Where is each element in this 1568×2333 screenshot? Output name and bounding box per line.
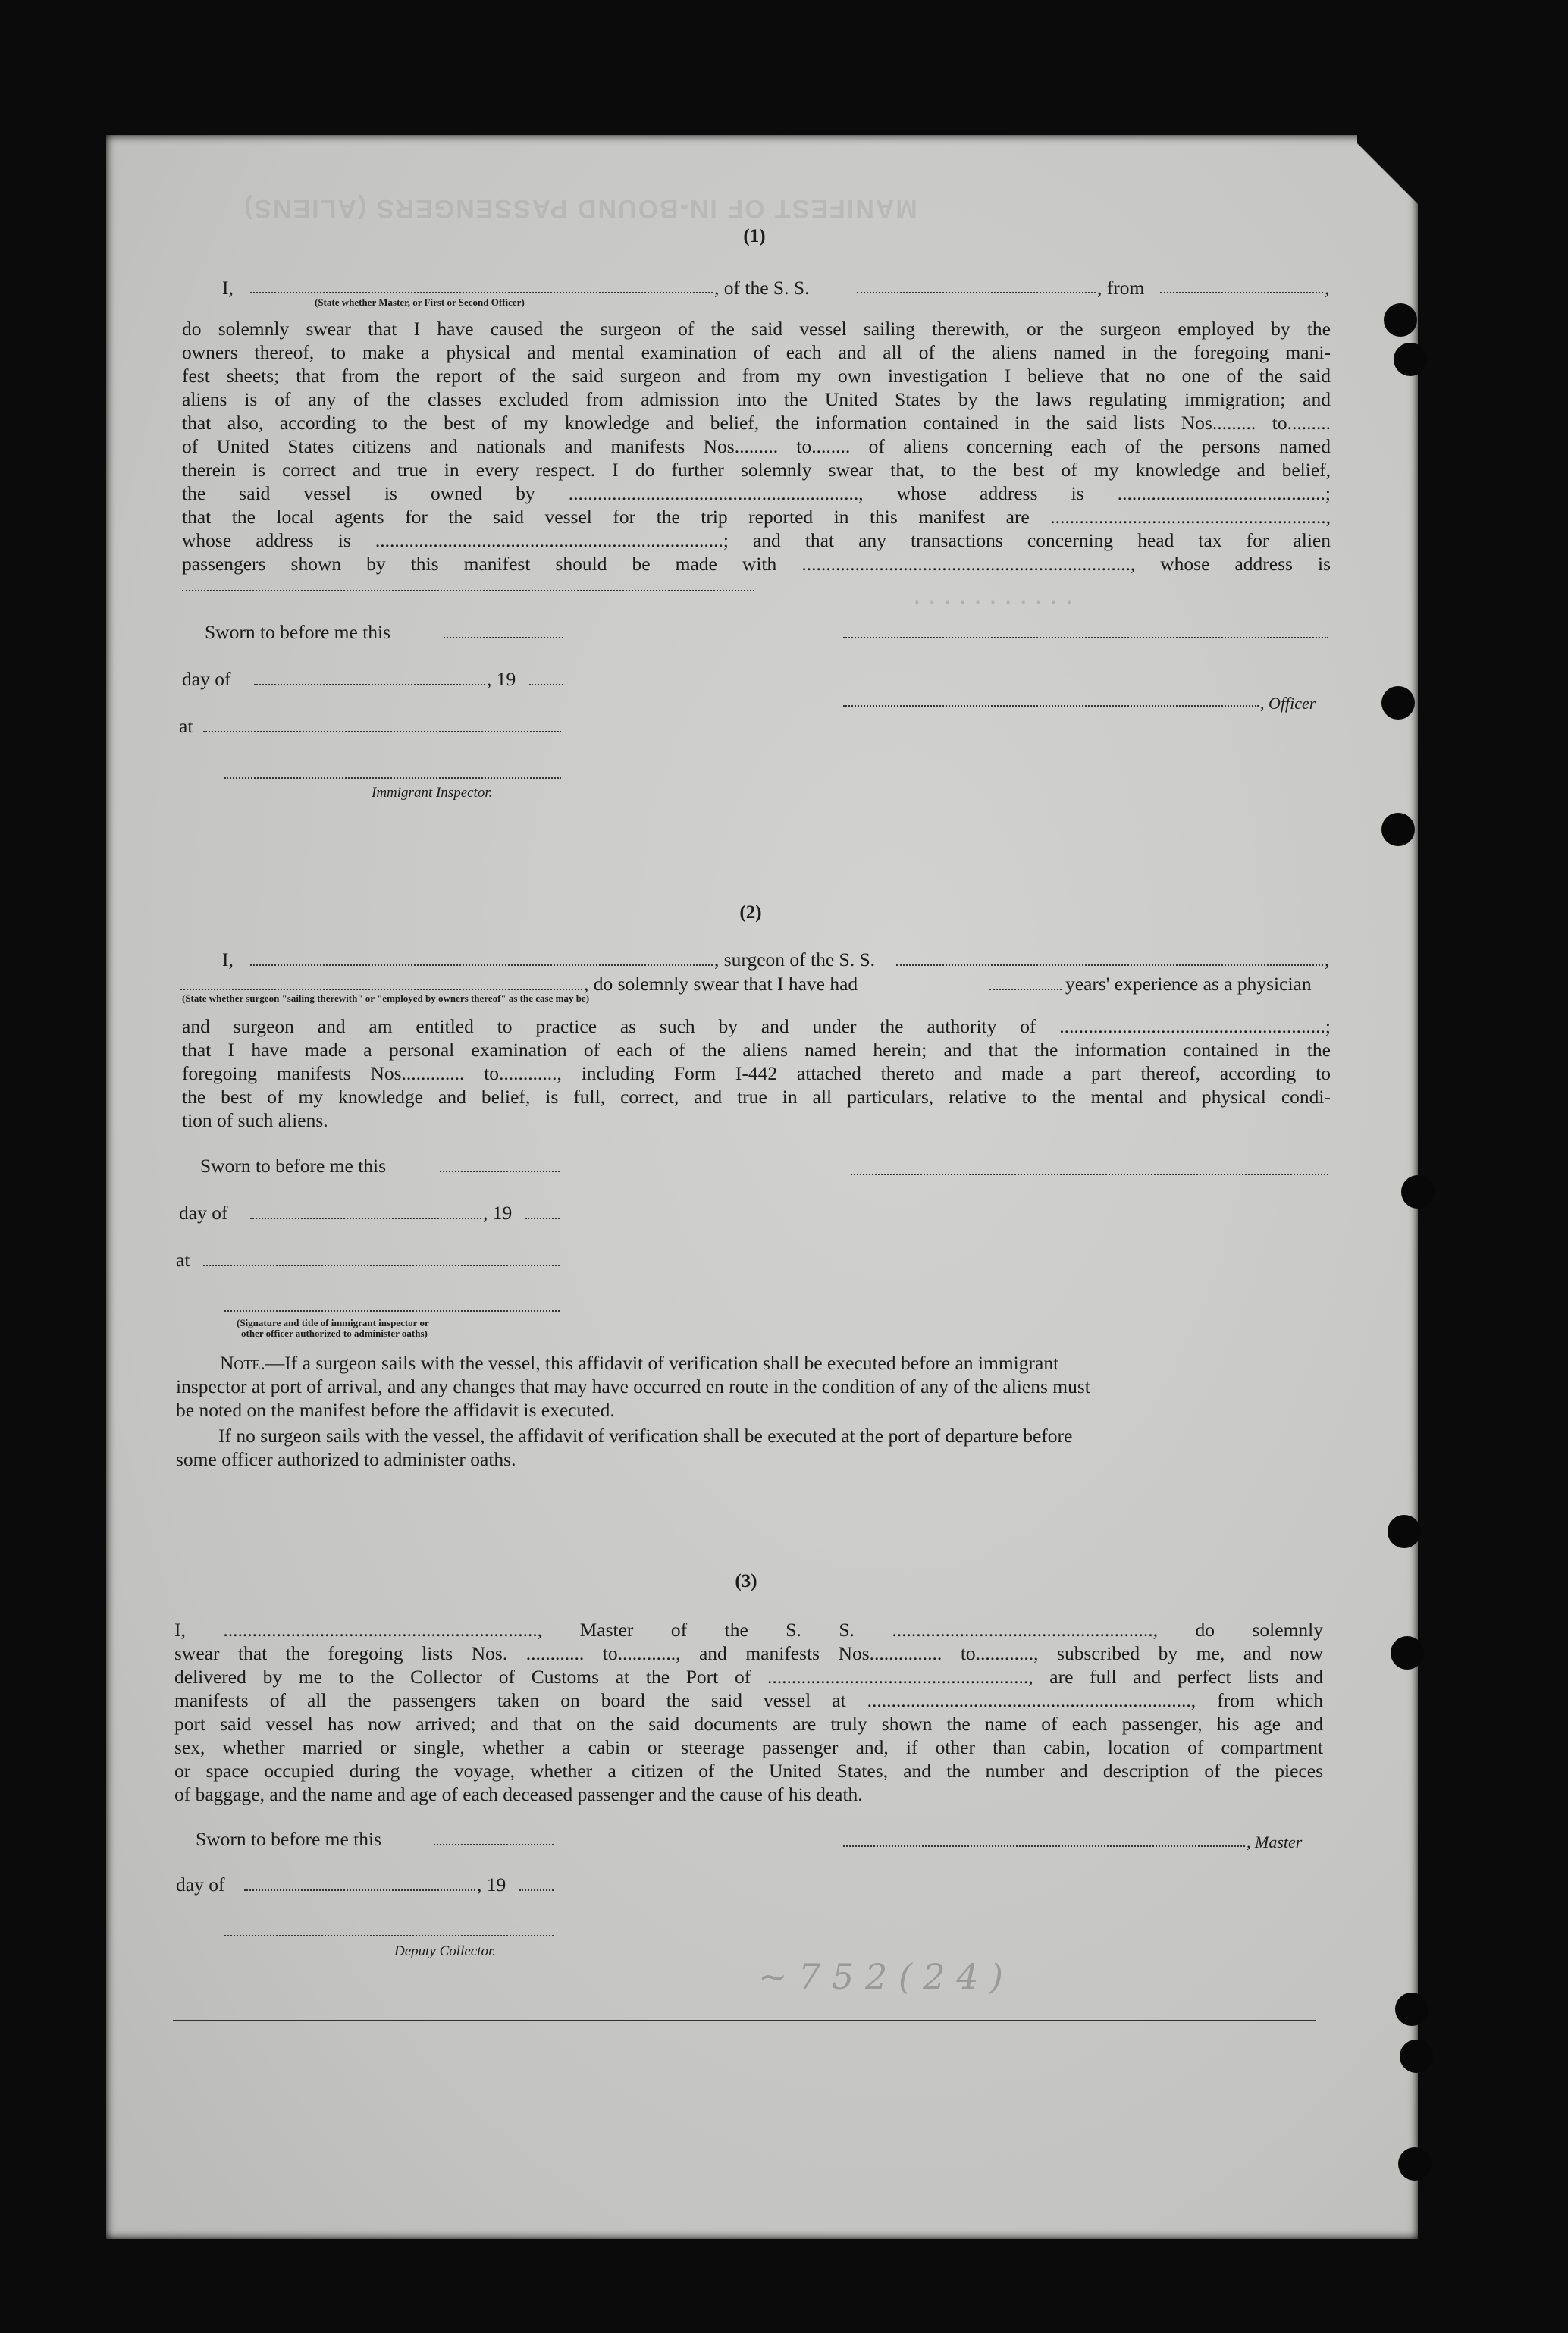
s1-line1-end: , [1325, 277, 1330, 299]
s1-inspector-label: Immigrant Inspector. [372, 785, 493, 801]
s2-body-line: and surgeon and am entitled to practice as such by and under the authority of .......................................................; [182, 1015, 1331, 1037]
s1-day-label: day of [182, 668, 231, 690]
section-3-number: (3) [735, 1571, 757, 1591]
s1-body-line: that also, according to the best of my knowledge and belief, the information contained in the said lists Nos......... to......... [182, 412, 1331, 434]
s1-day-blank[interactable] [254, 684, 485, 685]
bottom-rule [173, 2020, 1316, 2021]
s2-signature-note-2: other officer authorized to administer oaths) [241, 1328, 428, 1339]
s3-master-label: , Master [1247, 1833, 1303, 1852]
s2-note-2 [176, 1424, 1330, 1471]
s1-body-line: that the local agents for the said vessel for the trip reported in this manifest are ........................................................., [182, 506, 1331, 528]
torn-corner [1357, 135, 1418, 226]
s2-line1-vessel-label: , surgeon of the S. S. [714, 949, 876, 971]
s2-body [182, 1014, 1331, 1132]
s1-year-label: , 19 [487, 668, 516, 690]
section-2-number: (2) [739, 902, 762, 923]
s3-body-line: manifests of all the passengers taken on board the said vessel at ..................................................................., from which [174, 1689, 1323, 1711]
s2-swear-label: , do solemnly swear that I have had [584, 973, 858, 995]
s3-collector-signature-blank[interactable] [224, 1935, 554, 1936]
s3-body-line: sex, whether married or single, whether a cabin or steerage passenger and, if other than cabin, location of compartment [174, 1736, 1323, 1758]
s1-from-blank[interactable] [1160, 292, 1323, 293]
punch-hole [1395, 1993, 1428, 2026]
s2-sworn-blank[interactable] [440, 1171, 560, 1172]
s1-body-line: passengers shown by this manifest should be made with ...................................................................., whose address is [182, 553, 1331, 575]
s2-at-label: at [176, 1249, 190, 1271]
s1-year-blank[interactable] [529, 684, 563, 685]
s2-year-label: , 19 [483, 1202, 513, 1224]
s3-day-blank[interactable] [244, 1889, 475, 1891]
s2-years-blank[interactable] [989, 989, 1062, 990]
section-1-number: (1) [743, 226, 766, 246]
s1-line1-i: I, [222, 277, 234, 299]
note-line: be noted on the manifest before the affidavit is executed. [176, 1399, 615, 1421]
s1-officer-blank[interactable] [250, 292, 713, 293]
s1-sworn-blank[interactable] [444, 637, 563, 638]
s3-body-line: delivered by me to the Collector of Customs at the Port of ......................................................, are full and perfect lists and [174, 1666, 1323, 1688]
s1-at-label: at [179, 715, 193, 737]
s3-body-line: port said vessel has now arrived; and that on the said documents are truly shown the name of each passenger, his age and [174, 1713, 1323, 1735]
s2-officer-signature-blank[interactable] [851, 1174, 1328, 1175]
s3-year-label: , 19 [477, 1874, 506, 1896]
s3-body-line: I, ................................................................., Master of the S. S. ......................................................, do solemnly [174, 1619, 1323, 1641]
note-line: some officer authorized to administer oaths. [176, 1448, 516, 1470]
s1-body-line: therein is correct and true in every respect. I do further solemnly swear that, to the best of my knowledge and belief, [182, 459, 1331, 481]
s1-officer-note: (State whether Master, or First or Second Officer) [315, 296, 525, 308]
s3-body-line: of baggage, and the name and age of each deceased passenger and the cause of his death. [174, 1783, 863, 1805]
s1-body-line: fest sheets; that from the report of the said surgeon and from my own investigation I believe that no one of the said [182, 365, 1331, 387]
s3-body-line: or space occupied during the voyage, whether a citizen of the United States, and the number and description of the pieces [174, 1760, 1323, 1782]
s1-line1-from-label: , from [1097, 277, 1145, 299]
s3-sworn-label: Sworn to before me this [196, 1828, 382, 1850]
s2-day-label: day of [179, 1202, 228, 1224]
s2-vessel-blank[interactable] [896, 964, 1323, 966]
note-label: Note. [220, 1352, 265, 1374]
s2-body-line: foregoing manifests Nos............. to............, including Form I-442 attached thereto and made a part thereof, according to [182, 1062, 1331, 1084]
punch-hole [1401, 1175, 1435, 1209]
s2-status-blank[interactable] [180, 989, 582, 990]
s1-officer-signature-blank[interactable] [843, 637, 1328, 638]
s3-year-blank[interactable] [519, 1889, 554, 1891]
s1-body-line: do solemnly swear that I have caused the surgeon of the said vessel sailing therewith, or the surgeon employed by the [182, 318, 1331, 340]
s1-officer-label: , Officer [1260, 694, 1316, 713]
punch-hole [1398, 2147, 1432, 2181]
s1-address-continuation-blank[interactable] [182, 590, 754, 591]
s1-inspector-signature-blank[interactable] [224, 777, 561, 779]
s2-year-blank[interactable] [525, 1218, 560, 1219]
s1-at-blank[interactable] [203, 731, 561, 732]
s3-day-label: day of [176, 1874, 225, 1896]
s1-vessel-blank[interactable] [857, 292, 1096, 293]
s1-sworn-label: Sworn to before me this [205, 621, 391, 643]
s2-sworn-label: Sworn to before me this [200, 1155, 387, 1177]
bleed-through-text: ........... [849, 584, 1077, 610]
s2-at-blank[interactable] [203, 1265, 560, 1266]
s1-body [182, 317, 1331, 575]
punch-hole [1394, 343, 1427, 376]
s1-body-line: owners thereof, to make a physical and mental examination of each and all of the aliens named in the foregoing mani- [182, 341, 1331, 363]
s3-body-line: swear that the foregoing lists Nos. ............ to............, and manifests Nos............... to............, subscribed by me, and now [174, 1642, 1323, 1664]
s1-body-line: whose address is ........................................................................; and that any transactions concerning head tax for alien [182, 529, 1331, 551]
s2-line1-i: I, [222, 949, 234, 971]
note-line: —If a surgeon sails with the vessel, this affidavit of verification shall be executed before an immigrant [265, 1352, 1059, 1374]
handwriting-mark: ~ 7 5 2 ( 2 4 ) [758, 1956, 1004, 1997]
s2-status-note: (State whether surgeon "sailing therewith" or "employed by owners thereof" as the case may be) [182, 992, 590, 1004]
s2-day-blank[interactable] [250, 1218, 481, 1219]
s1-body-line: the said vessel is owned by ............................................................, whose address is ...........................................; [182, 482, 1331, 504]
s2-years-label: years' experience as a physician [1065, 973, 1312, 995]
s2-inspector-signature-blank[interactable] [224, 1310, 560, 1312]
s2-note [176, 1351, 1330, 1422]
s2-surgeon-blank[interactable] [250, 964, 713, 966]
s2-signature-note-1: (Signature and title of immigrant inspector or [237, 1317, 429, 1328]
note-line: inspector at port of arrival, and any changes that may have occurred en route in the condition of any of the aliens must [176, 1375, 1090, 1397]
s3-master-signature-blank[interactable] [843, 1845, 1245, 1847]
punch-hole [1381, 686, 1415, 720]
s2-body-line: that I have made a personal examination of each of the aliens named herein; and that the information contained in the [182, 1039, 1331, 1061]
punch-hole [1384, 303, 1417, 337]
s3-collector-label: Deputy Collector. [394, 1943, 497, 1959]
bleed-through-header: MANIFEST OF IN-BOUND PASSENGERS (ALIENS) [243, 194, 917, 223]
s1-officer-title-blank[interactable] [843, 705, 1259, 707]
s2-line1-end: , [1325, 949, 1330, 971]
s2-body-line: tion of such aliens. [182, 1109, 328, 1131]
s1-body-line: aliens is of any of the classes excluded from admission into the United States by the laws regulating immigration; and [182, 388, 1331, 410]
punch-hole [1391, 1636, 1424, 1670]
s3-body [174, 1618, 1323, 1806]
punch-hole [1388, 1515, 1421, 1548]
punch-hole [1381, 813, 1415, 846]
punch-hole [1400, 2040, 1433, 2073]
s3-sworn-blank[interactable] [434, 1844, 554, 1845]
note-line: If no surgeon sails with the vessel, the affidavit of verification shall be executed at the port of departure before [218, 1425, 1073, 1447]
s2-body-line: the best of my knowledge and belief, is full, correct, and true in all particulars, relative to the mental and physical condi- [182, 1086, 1331, 1108]
s1-body-line: of United States citizens and nationals and manifests Nos......... to........ of aliens concerning each of the persons named [182, 435, 1331, 457]
s1-line1-vessel-label: , of the S. S. [714, 277, 810, 299]
